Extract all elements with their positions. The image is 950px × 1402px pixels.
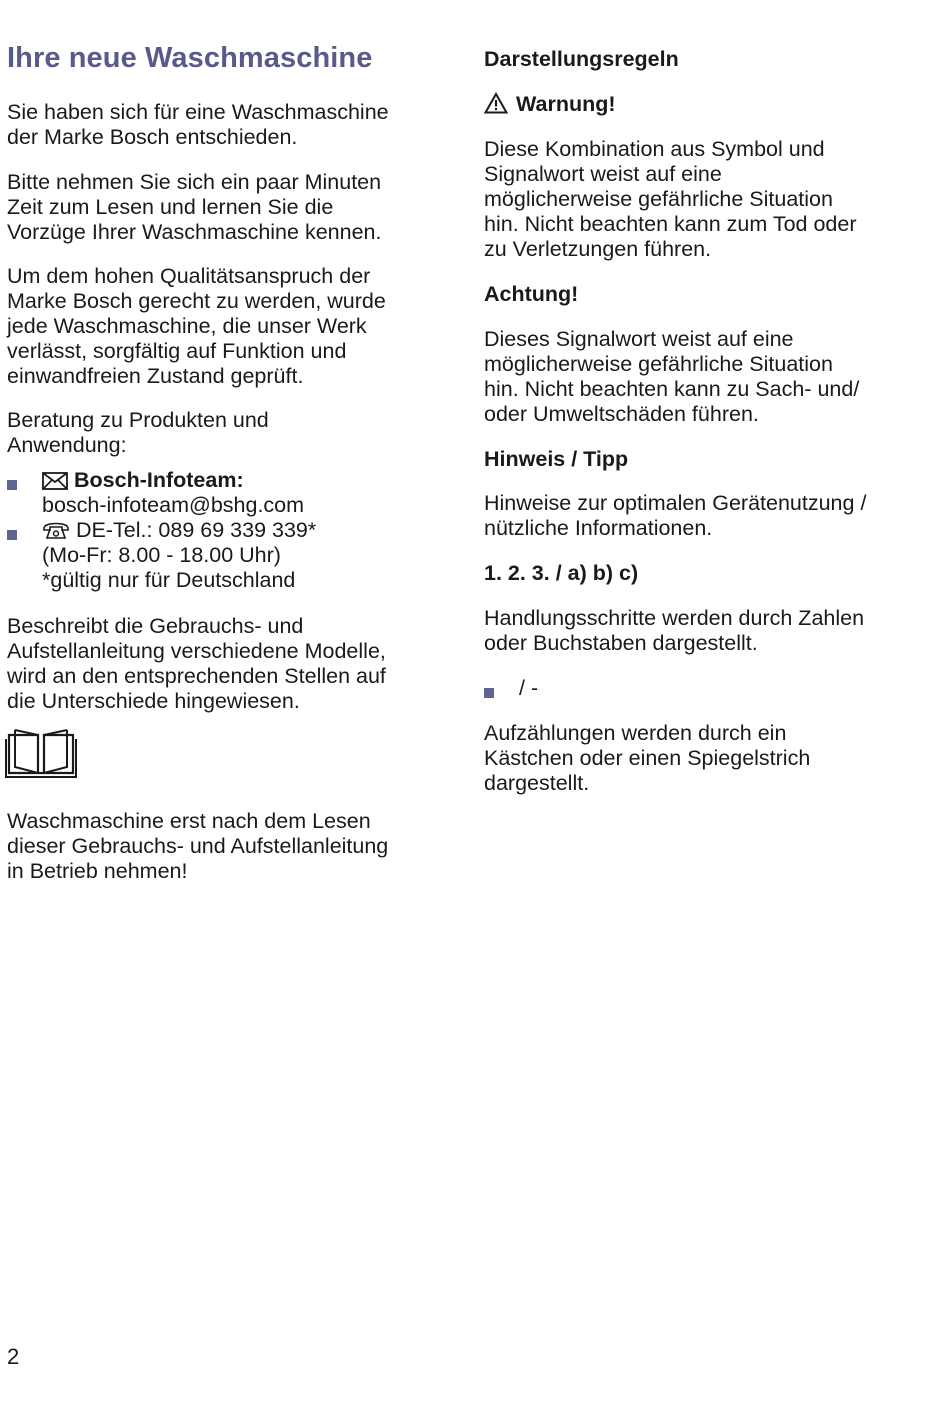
list-symbol-example (484, 676, 684, 701)
page-title: Ihre neue Waschmaschine (7, 42, 373, 74)
quality-paragraph: Um dem hohen Qualitätsanspruch der Marke Bosch gerecht zu werden, wurde jede Waschmaschine, die unser Werk verlässt, sorgfältig auf Funktion und einwandfreien Zustand geprüft. (7, 264, 386, 388)
caution-label: Achtung! (484, 282, 579, 306)
steps-paragraph: Handlungsschritte werden durch Zahlen oder Buchstaben dargestellt. (484, 606, 865, 655)
read-manual-paragraph: Waschmaschine erst nach dem Lesen dieser Gebrauchs- und Aufstellanleitung in Betrieb nehmen! (7, 809, 389, 883)
warning-label: Warnung! (484, 92, 616, 120)
list-bullet (7, 530, 17, 540)
list-symbol-text: / - (519, 676, 539, 700)
hint-label: Hinweis / Tipp (484, 447, 629, 471)
steps-label: 1. 2. 3. / a) b) c) (484, 561, 639, 585)
caution-paragraph: Dieses Signalwort weist auf eine möglicherweise gefährliche Situation hin. Nicht beachten kann zu Sach- und/ oder Umweltschäden führen. (484, 327, 860, 426)
reading-paragraph: Bitte nehmen Sie sich ein paar Minuten Zeit zum Lesen und lernen Sie die Vorzüge Ihrer Waschmaschine kennen. (7, 170, 382, 244)
models-paragraph: Beschreibt die Gebrauchs- und Aufstellanleitung verschiedene Modelle, wird an den entsprechenden Stellen auf die Unterschiede hingewiesen. (7, 614, 386, 713)
phone-hours: (Mo-Fr: 8.00 - 18.00 Uhr) (42, 543, 281, 567)
section-heading: Darstellungsregeln (484, 47, 679, 71)
phone-note: *gültig nur für Deutschland (42, 568, 296, 592)
warning-paragraph: Diese Kombination aus Symbol und Signalwort weist auf eine möglicherweise gefährliche Situation hin. Nicht beachten kann zum Tod oder zu Verletzungen führen. (484, 137, 857, 261)
consulting-paragraph: Beratung zu Produkten und Anwendung: (7, 408, 269, 457)
warning-triangle-icon (484, 92, 508, 120)
infoteam-email[interactable]: bosch-infoteam@bshg.com (42, 493, 305, 517)
infoteam-label: Bosch-Infoteam: (74, 468, 244, 492)
intro-paragraph: Sie haben sich für eine Waschmaschine der Marke Bosch entschieden. (7, 100, 389, 149)
open-book-icon (5, 729, 77, 784)
contact-list (7, 468, 447, 598)
hint-paragraph: Hinweise zur optimalen Gerätenutzung / nützliche Informationen. (484, 491, 867, 540)
list-bullet (484, 688, 494, 698)
list-paragraph: Aufzählungen werden durch ein Kästchen oder einen Spiegelstrich dargestellt. (484, 721, 811, 795)
page-number: 2 (7, 1344, 20, 1369)
list-bullet (7, 480, 17, 490)
phone-number[interactable]: DE-Tel.: 089 69 339 339* (76, 518, 317, 542)
